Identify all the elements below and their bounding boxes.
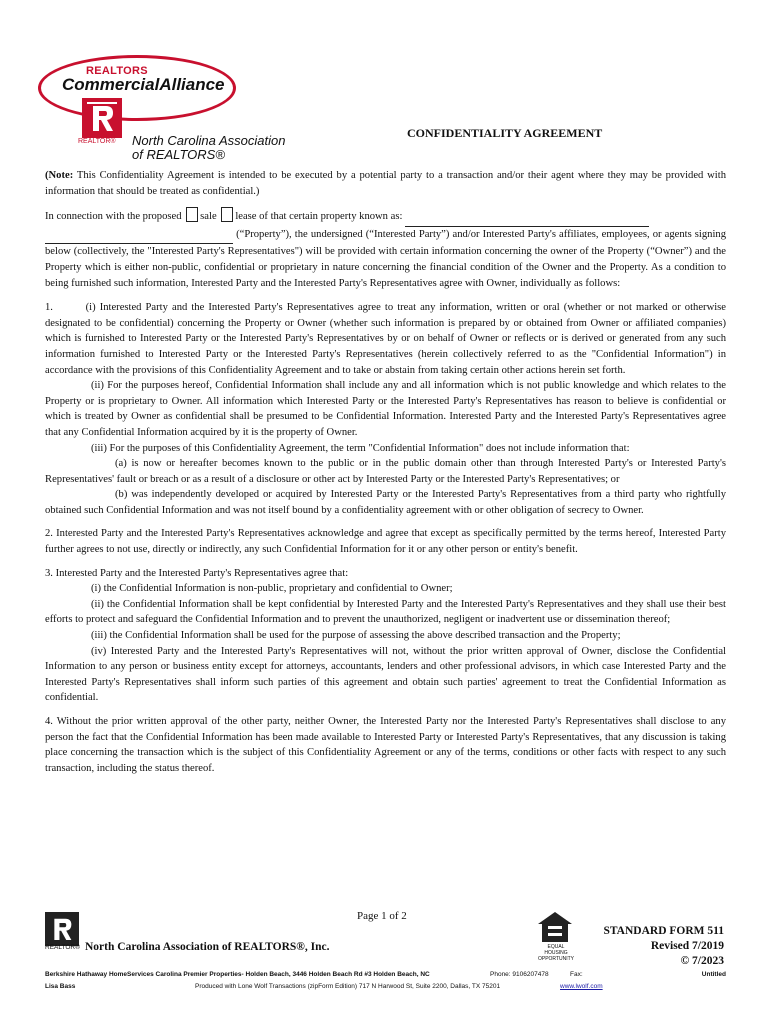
copyright-date: © 7/2023 <box>680 955 724 967</box>
agent-name: Lisa Bass <box>45 983 76 990</box>
note-text: This Confidentiality Agreement is intended to be executed by a potential party to a transaction and/or their agent where they may be provided with information that should be treated as confidential.) <box>45 170 726 197</box>
sale-label: sale <box>200 211 217 223</box>
section3-i: (i) the Confidential Information is non-public, proprietary and confidential to Owner; <box>91 583 453 595</box>
brokerage-info: Berkshire Hathaway HomeServices Carolina Premier Properties- Holden Beach, 3446 Holden Beach Rd #3 Holden Beach, NC <box>45 971 430 978</box>
logo-nc-association-line1: North Carolina Association <box>132 133 286 148</box>
logo-realtors-text: REALTORS <box>86 65 148 77</box>
footer-association: North Carolina Association of REALTORS®, Inc. <box>85 941 330 953</box>
footer-brokerage-line <box>45 971 726 978</box>
sale-checkbox[interactable] <box>186 207 198 222</box>
revised-date: Revised 7/2019 <box>650 940 724 952</box>
untitled-label: Untitled <box>701 971 726 978</box>
realtor-r-footer-icon <box>45 912 79 946</box>
intro-part1: In connection with the proposed <box>45 211 182 223</box>
page-number: Page 1 of 2 <box>357 910 407 922</box>
equal-housing-icon <box>536 910 574 946</box>
section3-lead: 3. Interested Party and the Interested Party's Representatives agree that: <box>45 567 349 579</box>
section1-i: 1. (i) Interested Party and the Interested Party's Representatives agree to treat any information, written or oral (whether or not marked or otherwise designated to be confidential) concerning the Property or Owner (whether such information is prepared by or obtained from Owner or affiliated companies) which is furnished to Interested Party or the Interested Party's Representatives by or on behalf of Owner or reflects or is derived or generated from any such information furnished to Interested Party or the Interested Party's Representatives (herein collectively referred to as the "Confidential Information") in accordance with the provisions of this Confidentiality Agreement and to take or abstain from taking certain other actions herein set forth. <box>45 302 726 376</box>
footer-realtor-mark: REALTOR® <box>45 944 80 951</box>
section1-b: (b) was independently developed or acquired by Interested Party or the Interested Party's Representatives from a third party who rightfully obtained such Confidential Information and was not itself bound by a confidentiality agreement with or other obligation of secrecy to Owner. <box>45 489 726 516</box>
footer-produced-line <box>45 983 726 990</box>
intro-part2: (“Property”), the undersigned (“Interested Party”) and/or Interested Party's affiliates, employees, or agents signing below (collectively, the "Interested Party's Representatives") will be provided with certain information concerning the owner of the Property (“Owner”) and the Property which is either non-public, confidential or proprietary in nature concerning the financial condition of the Owner and the Property. As a condition to being furnished such information, Interested Party and the Interested Party's Representatives agree with Owner, individually as follows: <box>45 228 726 289</box>
intro-paragraph <box>45 207 726 291</box>
logo-commercial-alliance-text: CommercialAlliance <box>62 75 225 94</box>
logo-realtor-mark: REALTOR® <box>78 138 116 145</box>
phone-info: Phone: 9106207478 <box>490 971 549 978</box>
section4: 4. Without the prior written approval of the other party, neither Owner, the Interested Party nor the Interested Party's Representatives shall disclose to any person the fact that the Confidential Information has been made available to Interested Party or Interested Party's Representatives, that any discussion is taking place concerning the transaction which is the subject of this Confidentiality Agreement or any of the terms, conditions or other facts with respect to any such transaction, including the status thereof. <box>45 716 726 774</box>
fax-info: Fax: <box>570 971 583 978</box>
note-label: (Note: <box>45 170 74 181</box>
lwolf-link[interactable]: www.lwolf.com <box>560 983 603 990</box>
section1-a: (a) is now or hereafter becomes known to the public or in the public domain other than through Interested Party's or Interested Party's Representatives' fault or breach or as a result of a disclosure or other act by Interested Party or the Interested Party's Representatives; or <box>45 458 726 485</box>
lease-checkbox[interactable] <box>221 207 233 222</box>
equal-housing-text: EQUAL HOUSING OPPORTUNITY <box>537 944 575 962</box>
section3-iv: (iv) Interested Party and the Interested Party's Representatives will not, without the prior written approval of Owner, disclose the Confidential Information to any person or business entity except for attorneys, accountants, lenders and other professional advisors, in which case Interested Party and the Interested Party's Representatives shall inform such parties of this agreement and obtain such parties' agreement to treat the Confidential Information as confidential. <box>45 645 726 704</box>
realtor-r-logo-icon <box>82 98 122 138</box>
section2: 2. Interested Party and the Interested Party's Representatives acknowledge and agree that except as specifically permitted by the terms hereof, Interested Party further agrees to not use, directly or indirectly, any such Confidential Information for it or any other person or entity's benefit. <box>45 528 726 556</box>
note-paragraph <box>45 168 726 199</box>
section3-ii: (ii) the Confidential Information shall be kept confidential by Interested Party and the Interested Party's Representatives and they shall use their best efforts to protect and safeguard the Confidential Information and to prevent the unauthorized, negligent or inadvertent use or dissemination thereof; <box>45 598 726 626</box>
section3-iii: (iii) the Confidential Information shall be used for the purpose of assessing the above described transaction and the Property; <box>91 630 621 642</box>
property-address-field-cont[interactable] <box>45 228 233 245</box>
document-body <box>45 168 726 776</box>
section1-ii: (ii) For the purposes hereof, Confidential Information shall include any and all information which is not public knowledge and which relates to the Property or is proprietary to Owner. All information which Interested Party or the Interested Party's Representatives has reason to believe is confidential or which is treated by Owner as confidential shall be presumed to be Confidential Information. Interested Party and the Interested Party's Representatives agree that any Confidential Information acquired by it is the property of Owner. <box>45 380 726 438</box>
produced-with: Produced with Lone Wolf Transactions (zipForm Edition) 717 N Harwood St, Suite 2200, Dallas, TX 75201 <box>195 983 501 990</box>
standard-form-number: STANDARD FORM 511 <box>603 925 724 937</box>
lease-label: lease of that certain property known as: <box>235 211 403 223</box>
document-title: CONFIDENTIALITY AGREEMENT <box>407 126 603 140</box>
standard-form-block <box>603 924 724 969</box>
property-address-field[interactable] <box>405 210 649 227</box>
section1-iii: (iii) For the purposes of this Confidentiality Agreement, the term "Confidential Information" does not include information that: <box>91 442 630 454</box>
logo-nc-association-line2: of REALTORS® <box>132 147 225 162</box>
